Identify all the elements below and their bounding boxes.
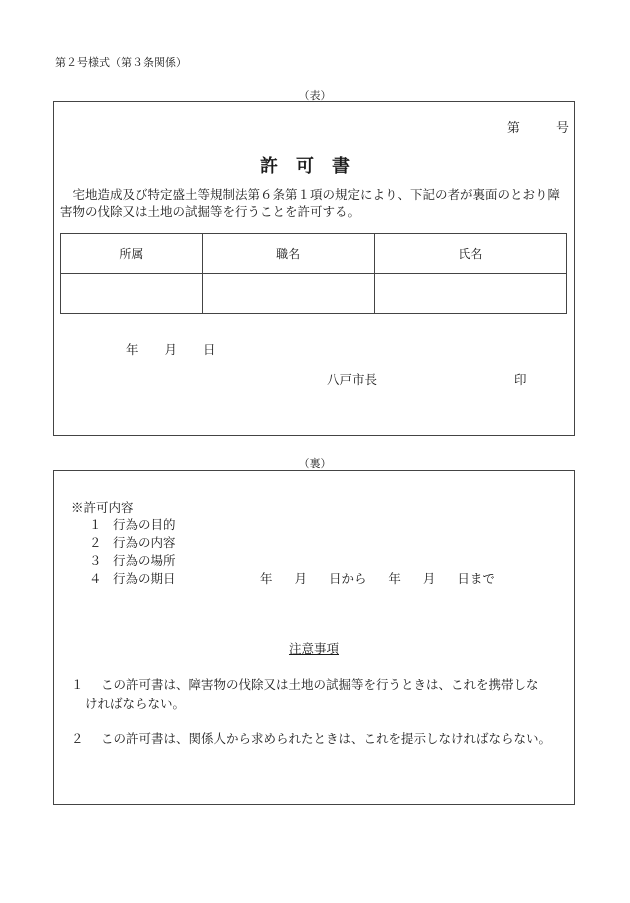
note-item xyxy=(71,729,571,748)
item-label: 行為の目的 xyxy=(113,517,176,532)
note-text: この許可書は、障害物の伐除又は土地の試掘等を行うときは、これを携帯しな xyxy=(101,677,539,692)
document-title: 許可書 xyxy=(260,156,368,177)
header-affiliation: 所属 xyxy=(61,234,203,274)
issue-date: 年 月 日 xyxy=(126,342,216,357)
seal-mark: 印 xyxy=(514,372,527,387)
details-heading: ※許可内容 xyxy=(71,500,134,515)
period-range: 年 月 日から 年 月 日まで xyxy=(260,571,495,586)
permit-number-line: 第 号 xyxy=(506,121,569,136)
holder-table xyxy=(60,233,567,314)
notes-title: 注意事項 xyxy=(288,641,339,656)
item-label: 行為の場所 xyxy=(113,553,176,568)
list-item xyxy=(89,569,176,587)
item-number: ３ xyxy=(89,553,102,568)
back-side-label: （裏） xyxy=(298,457,332,470)
item-number: １ xyxy=(89,517,102,532)
item-label: 行為の期日 xyxy=(113,571,176,586)
cell-affiliation xyxy=(61,274,203,314)
note-number: １ xyxy=(71,677,84,692)
note-item xyxy=(71,675,571,713)
item-number: ２ xyxy=(89,535,102,550)
cell-position xyxy=(202,274,374,314)
list-item xyxy=(89,515,176,533)
list-item xyxy=(89,551,176,569)
header-name: 氏名 xyxy=(374,234,566,274)
item-number: ４ xyxy=(89,571,102,586)
header-position: 職名 xyxy=(202,234,374,274)
front-permit-box xyxy=(53,101,575,436)
list-item xyxy=(89,533,176,551)
holder-table-row xyxy=(61,274,567,314)
permit-statement: 宅地造成及び特定盛土等規制法第６条第１項の規定により、下記の者が裏面のとおり障害物の伐除又は土地の試掘等を行うことを許可する。 xyxy=(60,187,561,219)
note-number: ２ xyxy=(71,731,84,746)
holder-table-header-row xyxy=(61,234,567,274)
back-details-box xyxy=(53,470,575,805)
form-number-label: 第２号様式（第３条関係） xyxy=(55,56,187,69)
issuer-name: 八戸市長 xyxy=(327,372,378,387)
note-text-continued: ければならない。 xyxy=(85,696,186,711)
cell-name xyxy=(374,274,566,314)
front-side-label: （表） xyxy=(298,89,332,102)
note-text: この許可書は、関係人から求められたときは、これを提示しなければならない。 xyxy=(101,731,552,746)
item-label: 行為の内容 xyxy=(113,535,176,550)
